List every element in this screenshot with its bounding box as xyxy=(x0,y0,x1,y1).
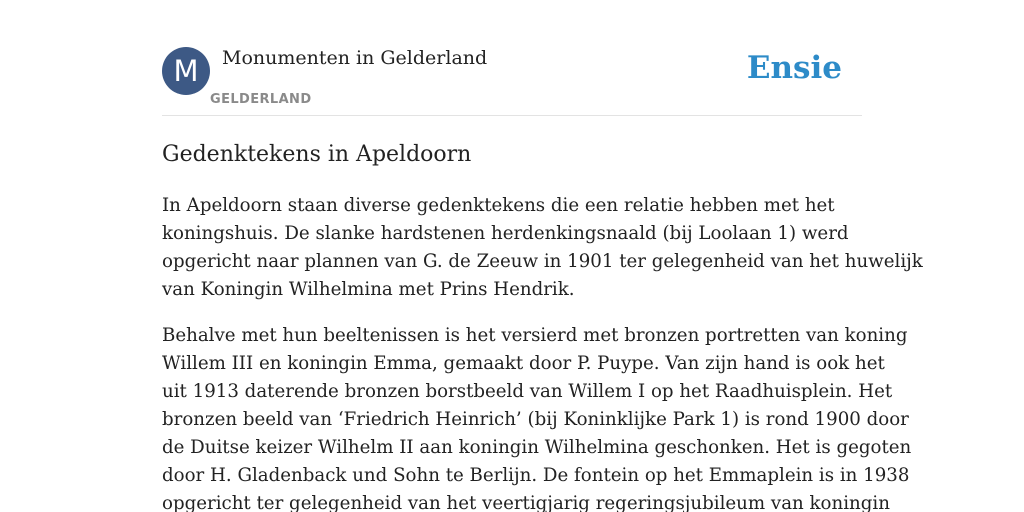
text-line: door H. Gladenback und Sohn te Berlijn. De fontein op het Emmaplein is in 1938 xyxy=(162,465,910,486)
text-line: koningshuis. De slanke hardstenen herdenkingsnaald (bij Loolaan 1) werd xyxy=(162,223,849,244)
text-line: de Duitse keizer Wilhelm II aan koningin Wilhelmina geschonken. Het is gegoten xyxy=(162,437,912,458)
text-line: uit 1913 daterende bronzen borstbeeld van Willem I op het Raadhuisplein. Het xyxy=(162,381,893,402)
brand-logo[interactable]: Ensie xyxy=(746,50,842,86)
text-line: opgericht naar plannen van G. de Zeeuw in 1901 ter gelegenheid van het huwelijk xyxy=(162,251,923,272)
header xyxy=(162,46,862,116)
site-title-link[interactable]: Monumenten in Gelderland xyxy=(222,47,488,69)
text-line: bronzen beeld van ‘Friedrich Heinrich’ (bij Koninklijke Park 1) is rond 1900 door xyxy=(162,409,909,430)
text-line: Willem III en koningin Emma, gemaakt door P. Puype. Van zijn hand is ook het xyxy=(162,353,885,374)
header-divider xyxy=(162,115,862,116)
text-line: In Apeldoorn staan diverse gedenktekens die een relatie hebben met het xyxy=(162,195,835,216)
text-line: van Koningin Wilhelmina met Prins Hendrik. xyxy=(162,279,575,300)
category-label[interactable]: GELDERLAND xyxy=(210,92,312,107)
text-line: opgericht ter gelegenheid van het veertigjarig regeringsjubileum van koningin xyxy=(162,493,890,512)
text-line: Behalve met hun beeltenissen is het versierd met bronzen portretten van koning xyxy=(162,325,908,346)
paragraph-2 xyxy=(162,322,912,512)
avatar[interactable]: M xyxy=(162,47,210,95)
article-title: Gedenktekens in Apeldoorn xyxy=(162,142,472,167)
article-body xyxy=(162,192,923,512)
paragraph-1 xyxy=(162,192,923,304)
